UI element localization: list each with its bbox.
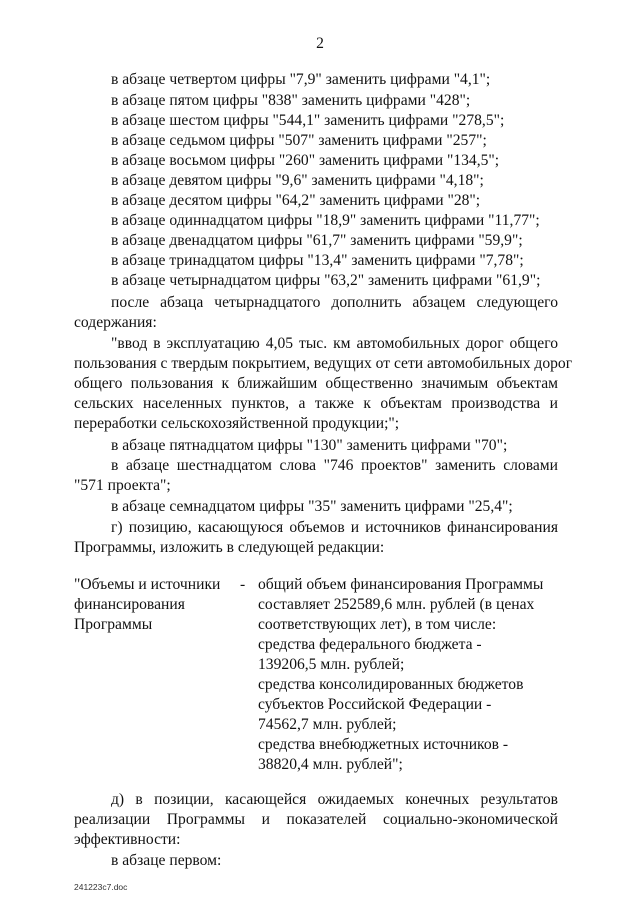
table-label-line: Программы [74, 616, 153, 633]
table-label-line: "Объемы и источники [74, 576, 221, 593]
amendment-line: в абзаце восьмом цифры "260" заменить цифрами "134,5"; [111, 152, 500, 169]
quote-line: сельских населенных пунктов, а также к объектам производства и [74, 395, 558, 412]
amendment-line: в абзаце четвертом цифры "7,9" заменить цифрами "4,1"; [111, 71, 491, 88]
paragraph-line: реализации Программы и показателей социально-экономической [74, 811, 558, 828]
table-dash: - [240, 576, 246, 593]
paragraph-line: в абзаце первом: [111, 852, 222, 869]
paragraph-line: в абзаце шестнадцатом слова "746 проектов" заменить словами [111, 457, 558, 474]
paragraph-line: "571 проекта"; [74, 477, 171, 494]
table-value-line: 74562,7 млн. рублей; [258, 716, 397, 733]
table-value-line: средства федерального бюджета - [258, 636, 482, 653]
paragraph-line: эффективности: [74, 831, 181, 848]
amendment-line: в абзаце шестом цифры "544,1" заменить цифрами "278,5"; [111, 112, 505, 129]
amendment-line: в абзаце десятом цифры "64,2" заменить цифрами "28"; [111, 192, 481, 209]
table-value-line: средства консолидированных бюджетов [258, 676, 524, 693]
paragraph-line: содержания: [74, 314, 157, 331]
paragraph-line: Программы, изложить в следующей редакции: [74, 539, 385, 556]
table-value-line: составляет 252589,6 млн. рублей (в ценах [258, 596, 535, 613]
amendment-line: в абзаце четырнадцатом цифры "63,2" заменить цифрами "61,9"; [111, 272, 541, 289]
paragraph-line: г) позицию, касающуюся объемов и источников финансирования [111, 519, 558, 536]
quote-line: переработки сельскохозяйственной продукции;"; [74, 415, 400, 432]
amendment-line: в абзаце девятом цифры "9,6" заменить цифрами "4,18"; [111, 172, 484, 189]
table-value-line: средства внебюджетных источников - [258, 736, 509, 753]
amendment-line: в абзаце тринадцатом цифры "13,4" заменить цифрами "7,78"; [111, 252, 524, 269]
amendment-line: в абзаце пятом цифры "838" заменить цифрами "428"; [111, 92, 471, 109]
table-value-line: общий объем финансирования Программы [258, 576, 544, 593]
paragraph-line: д) в позиции, касающейся ожидаемых конечных результатов [111, 791, 558, 808]
table-value-line: соответствующих лет), в том числе: [258, 616, 497, 633]
quote-line: общего пользования к ближайшим общественно значимым объектам [74, 375, 558, 392]
quote-line: пользования с твердым покрытием, ведущих от сети автомобильных дорог [74, 355, 573, 372]
quote-line: "ввод в эксплуатацию 4,05 тыс. км автомобильных дорог общего [111, 335, 558, 352]
table-value-line: субъектов Российской Федерации - [258, 696, 492, 713]
document-code: 241223c7.doc [74, 882, 128, 892]
page-number: 2 [316, 35, 324, 52]
table-value-line: 139206,5 млн. рублей; [258, 656, 405, 673]
paragraph-line: после абзаца четырнадцатого дополнить абзацем следующего [111, 294, 558, 311]
amendment-line: в абзаце двенадцатом цифры "61,7" заменить цифрами "59,9"; [111, 232, 523, 249]
amendment-line: в абзаце одиннадцатом цифры "18,9" заменить цифрами "11,77"; [111, 212, 540, 229]
paragraph-line: в абзаце пятнадцатом цифры "130" заменить цифрами "70"; [111, 437, 508, 454]
amendment-line: в абзаце седьмом цифры "507" заменить цифрами "257"; [111, 132, 487, 149]
table-label-line: финансирования [74, 596, 185, 613]
table-value-line: 38820,4 млн. рублей"; [258, 756, 403, 773]
paragraph-line: в абзаце семнадцатом цифры "35" заменить цифрами "25,4"; [111, 498, 513, 515]
